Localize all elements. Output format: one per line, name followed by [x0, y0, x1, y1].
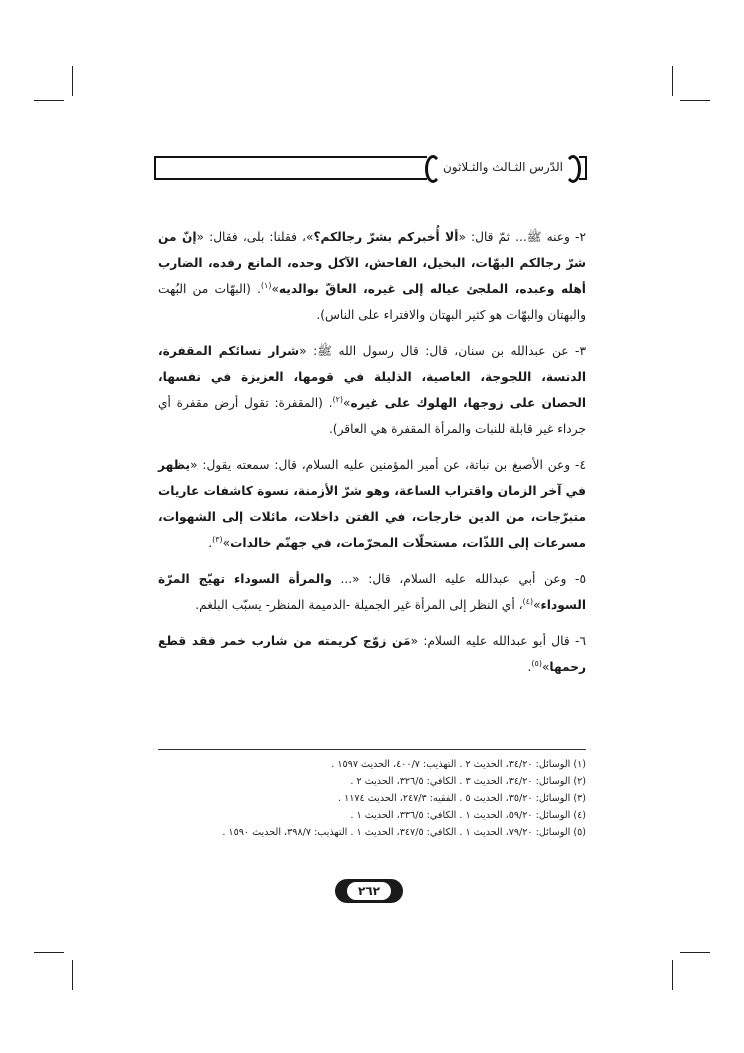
footnote-4: (٤) الوسائل: ٥٩/٢٠، الحديث ١ . الكافي: ٣٣٦/٥، الحديث ١ . — [350, 810, 586, 821]
text-run: . (المقفرة: تقول أرض مقفرة أي جرداء غير قابلة للنبات والمرأة المقفرة هي العاقر). — [158, 396, 586, 436]
text-run: . — [208, 536, 213, 550]
text-run: . — [527, 660, 532, 674]
footnote-1: (١) الوسائل: ٣٤/٢٠، الحديث ٢ . التهذيب: ٤٠٠/٧، الحديث ١٥٩٧ . — [331, 759, 586, 770]
crop-mark — [680, 100, 710, 101]
text-run: » — [271, 282, 279, 296]
footnote-5: (٥) الوسائل: ٧٩/٢٠، الحديث ١ . الكافي: ٣٤٧/٥، الحديث ١ . التهذيب: ٣٩٨/٧، الحديث ١٥٩٠ . — [222, 827, 586, 838]
running-header — [154, 156, 587, 180]
hadith-quote: والمرأة السوداء تهيّج المرّة السوداء — [158, 572, 586, 612]
footnotes — [158, 756, 586, 841]
hadith-quote: يظهر في آخر الزمان واقتراب الساعة، وهو شرّ الأزمنة، نسوة كاشفات عاريات متبرّجات، من الدين خارجات، في الفتن داخلات، مائلات إلى الشهوات، مسرعات إلى اللذّات، مستحلّات المحرّمات، في جهنّم خالدات — [158, 458, 586, 550]
text-run: . (البهّات من البُهت والبهتان والبهّات هو كثير البهتان والافتراء على الناس). — [158, 282, 586, 322]
hadith-quote: إنّ من شرّ رجالكم البهّات، البخيل، الفاحش، الآكل وحده، المانع رفده، الضارب أهله وعبده، الملجئ عياله إلى غيره، العاقّ بوالديه — [158, 230, 586, 296]
footnote-ref: (٣) — [212, 534, 223, 544]
paragraph-hadith-3 — [158, 338, 586, 442]
crop-mark — [34, 952, 64, 953]
footnote-ref: (٢) — [332, 394, 344, 404]
text-run: ، أي النظر إلى المرأة غير الجميلة -الدميمة المنظر- يسبّب البلغم. — [195, 598, 523, 612]
hadith-quote: شرار نسائكم المقفرة، الدنسة، اللجوجة، العاصية، الذليلة في قومها، العزيزة في نفسها، الحصان على زوجها، الهلوك على غيره — [158, 344, 586, 410]
crop-mark — [680, 952, 710, 953]
text-run: » — [533, 598, 541, 612]
footnote-ref: (٤) — [522, 596, 534, 606]
text-run: »، فقلنا: بلى، فقال: « — [196, 230, 314, 244]
paragraph-hadith-2 — [158, 224, 586, 328]
crop-mark — [34, 100, 64, 101]
paragraph-hadith-5 — [158, 566, 586, 618]
text-run: ٦- قال أبو عبدالله عليه السلام: « — [410, 634, 586, 648]
crop-mark — [672, 66, 673, 96]
lesson-title: الدّرس الثـالث والثـلاثون — [427, 152, 579, 182]
footnote-3: (٣) الوسائل: ٣٥/٢٠، الحديث ٥ . الفقيه: ٢٤٧/٣، الحديث ١١٧٤ . — [337, 793, 586, 804]
page-number: ٢٦٢ — [347, 882, 391, 900]
text-run: ٥- وعن أبي عبدالله عليه السلام، قال: «... — [331, 572, 586, 586]
hadith-quote: مَن زوّج كريمته من شارب خمر فقد قطع رحمها — [158, 634, 586, 674]
main-text — [158, 224, 586, 690]
crop-mark — [72, 960, 73, 990]
crop-mark — [672, 960, 673, 990]
crop-mark — [72, 66, 73, 96]
text-run: » — [343, 396, 351, 410]
hadith-quote: ألا أُخبركم بشرّ رجالكم؟ — [313, 230, 459, 244]
footnote-divider — [158, 749, 586, 750]
text-run: » — [541, 660, 550, 674]
text-run: ٢- وعنه ﷺ... ثمّ قال: « — [458, 230, 586, 244]
page-number-badge — [335, 879, 403, 903]
footnote-2: (٢) الوسائل: ٣٤/٢٠، الحديث ٣ . الكافي: ٣٢٦/٥، الحديث ٢ . — [350, 776, 586, 787]
text-run: ٣- عن عبدالله بن سنان، قال: قال رسول الله ﷺ: « — [299, 344, 586, 358]
footnote-ref: (١) — [260, 280, 272, 290]
footnote-ref: (٥) — [531, 658, 542, 668]
text-run: ٤- وعن الأصبغ بن نباتة، عن أمير المؤمنين عليه السلام، قال: سمعته يقول: « — [190, 458, 586, 472]
text-run: » — [222, 536, 231, 550]
paragraph-hadith-6 — [158, 628, 586, 680]
paragraph-hadith-4 — [158, 452, 586, 556]
